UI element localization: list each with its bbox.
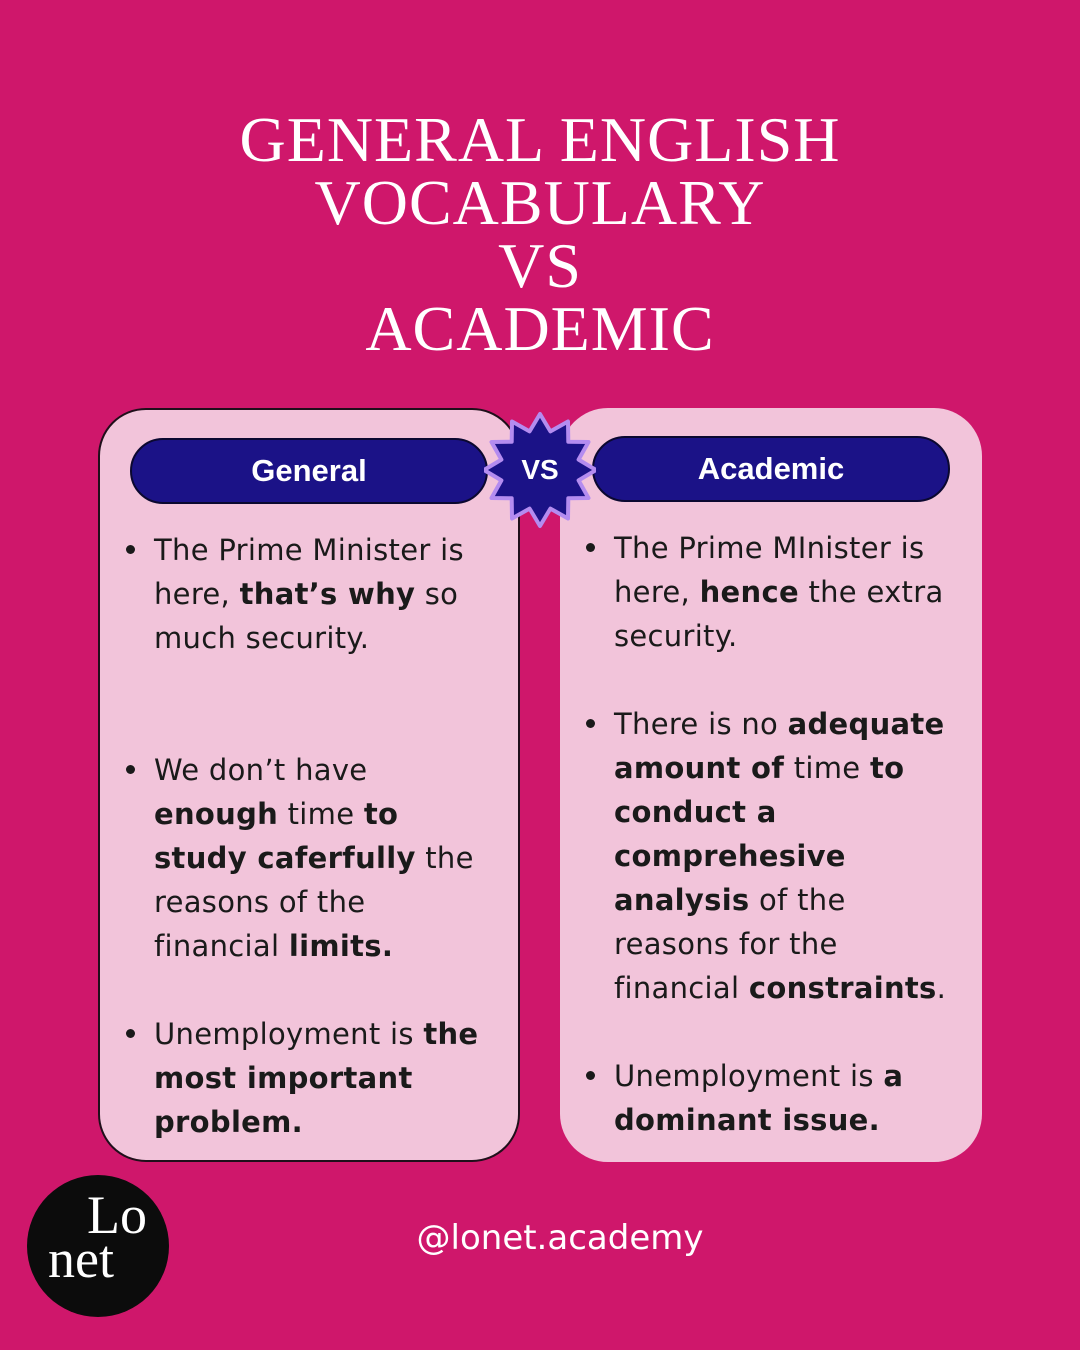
bold-text-run: a dominant issue. [614, 1059, 904, 1137]
plain-text-run: Unemployment is [154, 1017, 424, 1051]
plain-text-run: . [936, 971, 947, 1005]
plain-text-run: time [784, 751, 870, 785]
plain-text-run: so much security. [154, 577, 459, 655]
plain-text-run: The Prime MInister is here, [614, 531, 925, 609]
general-bullet-3 [154, 1012, 494, 1144]
bold-text-run: enough [154, 797, 279, 831]
plain-text-run: the reasons of the financial [154, 841, 474, 963]
bold-text-run: constraints [748, 971, 937, 1005]
title-line-2: VOCABULARY [314, 167, 766, 238]
title-line-3: VS [498, 230, 582, 301]
academic-bullet-1 [614, 526, 954, 658]
bold-text-run: hence [699, 575, 799, 609]
plain-text-run: There is no [614, 707, 788, 741]
general-bullet-1 [154, 528, 494, 660]
academic-header-label: Academic [697, 451, 845, 486]
plain-text-run: the extra security. [614, 575, 944, 653]
logo-text-line-2: net [48, 1229, 114, 1289]
bold-text-run: adequate amount of [614, 707, 945, 785]
bold-text-run: the most important problem. [154, 1017, 479, 1139]
plain-text-run: Unemployment is [614, 1059, 884, 1093]
academic-card [560, 408, 982, 1162]
plain-text-run: of the reasons for the financial [614, 883, 846, 1005]
bold-text-run: that’s why [239, 577, 416, 611]
general-header-pill [130, 438, 488, 504]
social-handle: @lonet.academy [416, 1218, 704, 1258]
plain-text-run: time [278, 797, 364, 831]
plain-text-run: The Prime Minister is here, [154, 533, 464, 611]
vs-badge-label: VS [521, 454, 559, 485]
general-card [98, 408, 520, 1162]
logo-text-line-1: Lo [87, 1185, 147, 1245]
title-line-1: GENERAL ENGLISH [239, 104, 841, 175]
plain-text-run: We don’t have [154, 753, 368, 787]
title-line-4: ACADEMIC [365, 293, 715, 364]
bold-text-run: to conduct a comprehesive analysis [614, 751, 905, 917]
general-bullet-2 [154, 748, 494, 968]
page-title [0, 104, 1080, 364]
academic-bullet-2 [614, 702, 954, 1010]
academic-header-pill [592, 436, 950, 502]
general-header-label: General [251, 453, 367, 488]
bold-text-run: limits. [288, 929, 394, 963]
academic-bullet-3 [614, 1054, 954, 1142]
bold-text-run: to study caferfully [154, 797, 416, 875]
